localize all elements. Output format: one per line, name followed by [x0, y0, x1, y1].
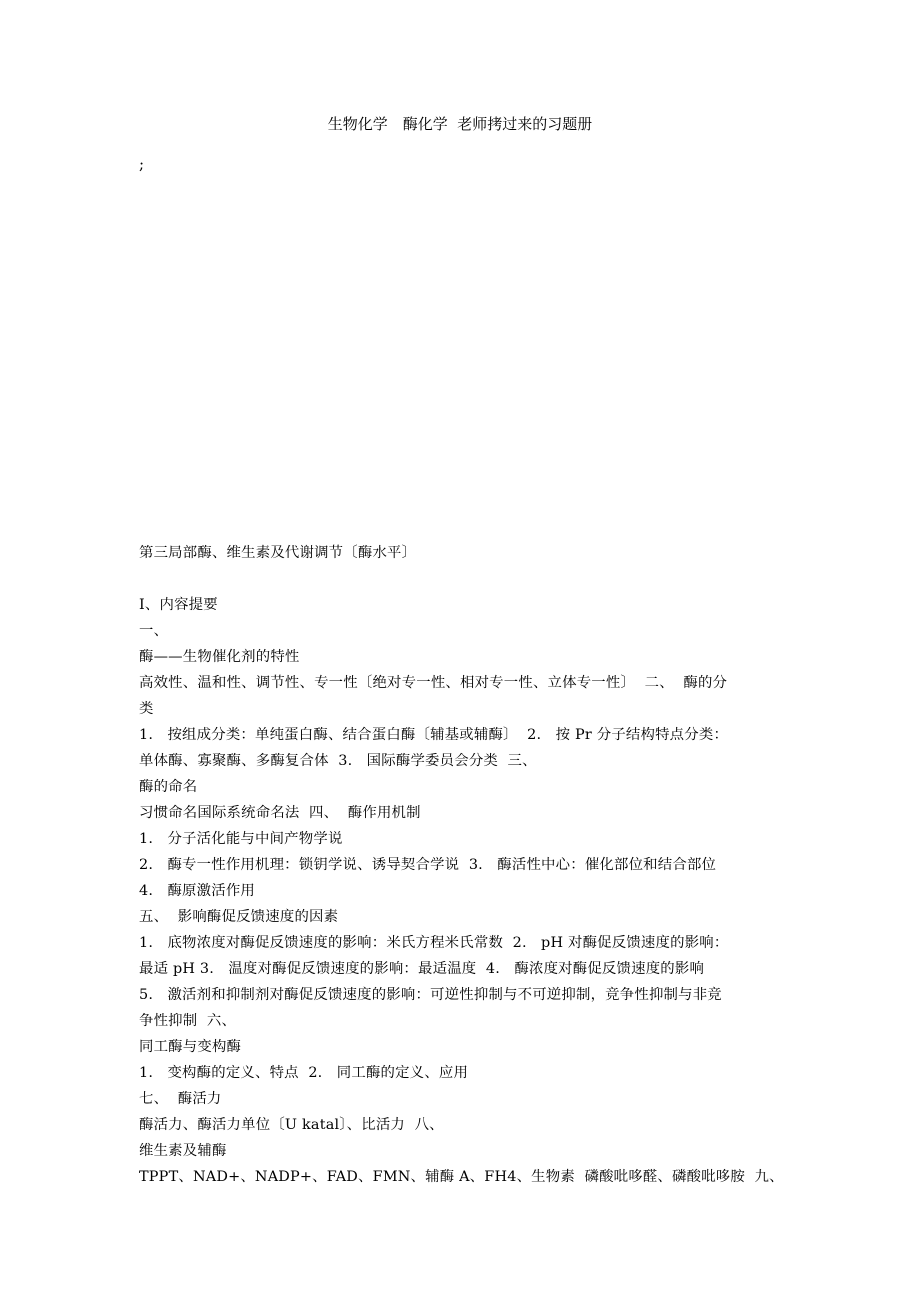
text-line: 酶——生物催化剂的特性 — [139, 649, 300, 665]
document-title: 生物化学 酶化学 老师拷过来的习题册 — [327, 115, 593, 133]
text-line: 一、 — [139, 623, 169, 639]
text-line: 1. 变构酶的定义、特点 2. 同工酶的定义、应用 — [139, 1065, 469, 1081]
stray-semicolon: ; — [139, 155, 145, 173]
text-line: 类 — [139, 701, 154, 717]
text-line: 酶活力、酶活力单位〔U katal〕、比活力 八、 — [139, 1117, 444, 1133]
text-line: 七、 酶活力 — [139, 1091, 222, 1107]
section-heading: 第三局部酶、维生素及代谢调节〔酶水平〕 — [139, 545, 417, 561]
text-line: 习惯命名国际系统命名法 四、 酶作用机制 — [139, 805, 421, 821]
text-line: 1. 底物浓度对酶促反馈速度的影响：米氏方程米氏常数 2. pH 对酶促反馈速度的影响： — [139, 935, 729, 951]
text-line: 高效性、温和性、调节性、专一性〔绝对专一性、相对专一性、立体专一性〕 二、 酶的分 — [139, 675, 728, 691]
text-line: 最适 pH 3. 温度对酶促反馈速度的影响：最适温度 4. 酶浓度对酶促反馈速度的影响 — [139, 961, 705, 977]
text-line: 维生素及辅酶 — [139, 1143, 227, 1159]
text-line: 1. 分子活化能与中间产物学说 — [139, 831, 343, 847]
text-line: 1. 按组成分类：单纯蛋白酶、结合蛋白酶〔辅基或辅酶〕 2. 按 Pr 分子结构特点分类： — [139, 727, 729, 743]
text-line: 4. 酶原激活作用 — [139, 883, 255, 899]
text-line: TPPT、NAD+、NADP+、FAD、FMN、辅酶 A、FH4、生物素 磷酸吡哆醛、磷酸吡哆胺 九、 — [139, 1169, 784, 1185]
text-line: 争性抑制 六、 — [139, 1013, 237, 1029]
content-summary-heading: Ⅰ、内容提要 — [139, 597, 218, 613]
text-line: 2. 酶专一性作用机理：锁钥学说、诱导契合学说 3. 酶活性中心：催化部位和结合部位 — [139, 857, 717, 873]
text-line: 酶的命名 — [139, 779, 198, 795]
text-line: 单体酶、寡聚酶、多酶复合体 3. 国际酶学委员会分类 三、 — [139, 753, 537, 769]
text-line: 同工酶与变构酶 — [139, 1039, 242, 1055]
text-line: 5. 激活剂和抑制剂对酶促反馈速度的影响：可逆性抑制与不可逆抑制，竞争性抑制与非竞 — [139, 987, 722, 1003]
text-line: 五、 影响酶促反馈速度的因素 — [139, 909, 339, 925]
